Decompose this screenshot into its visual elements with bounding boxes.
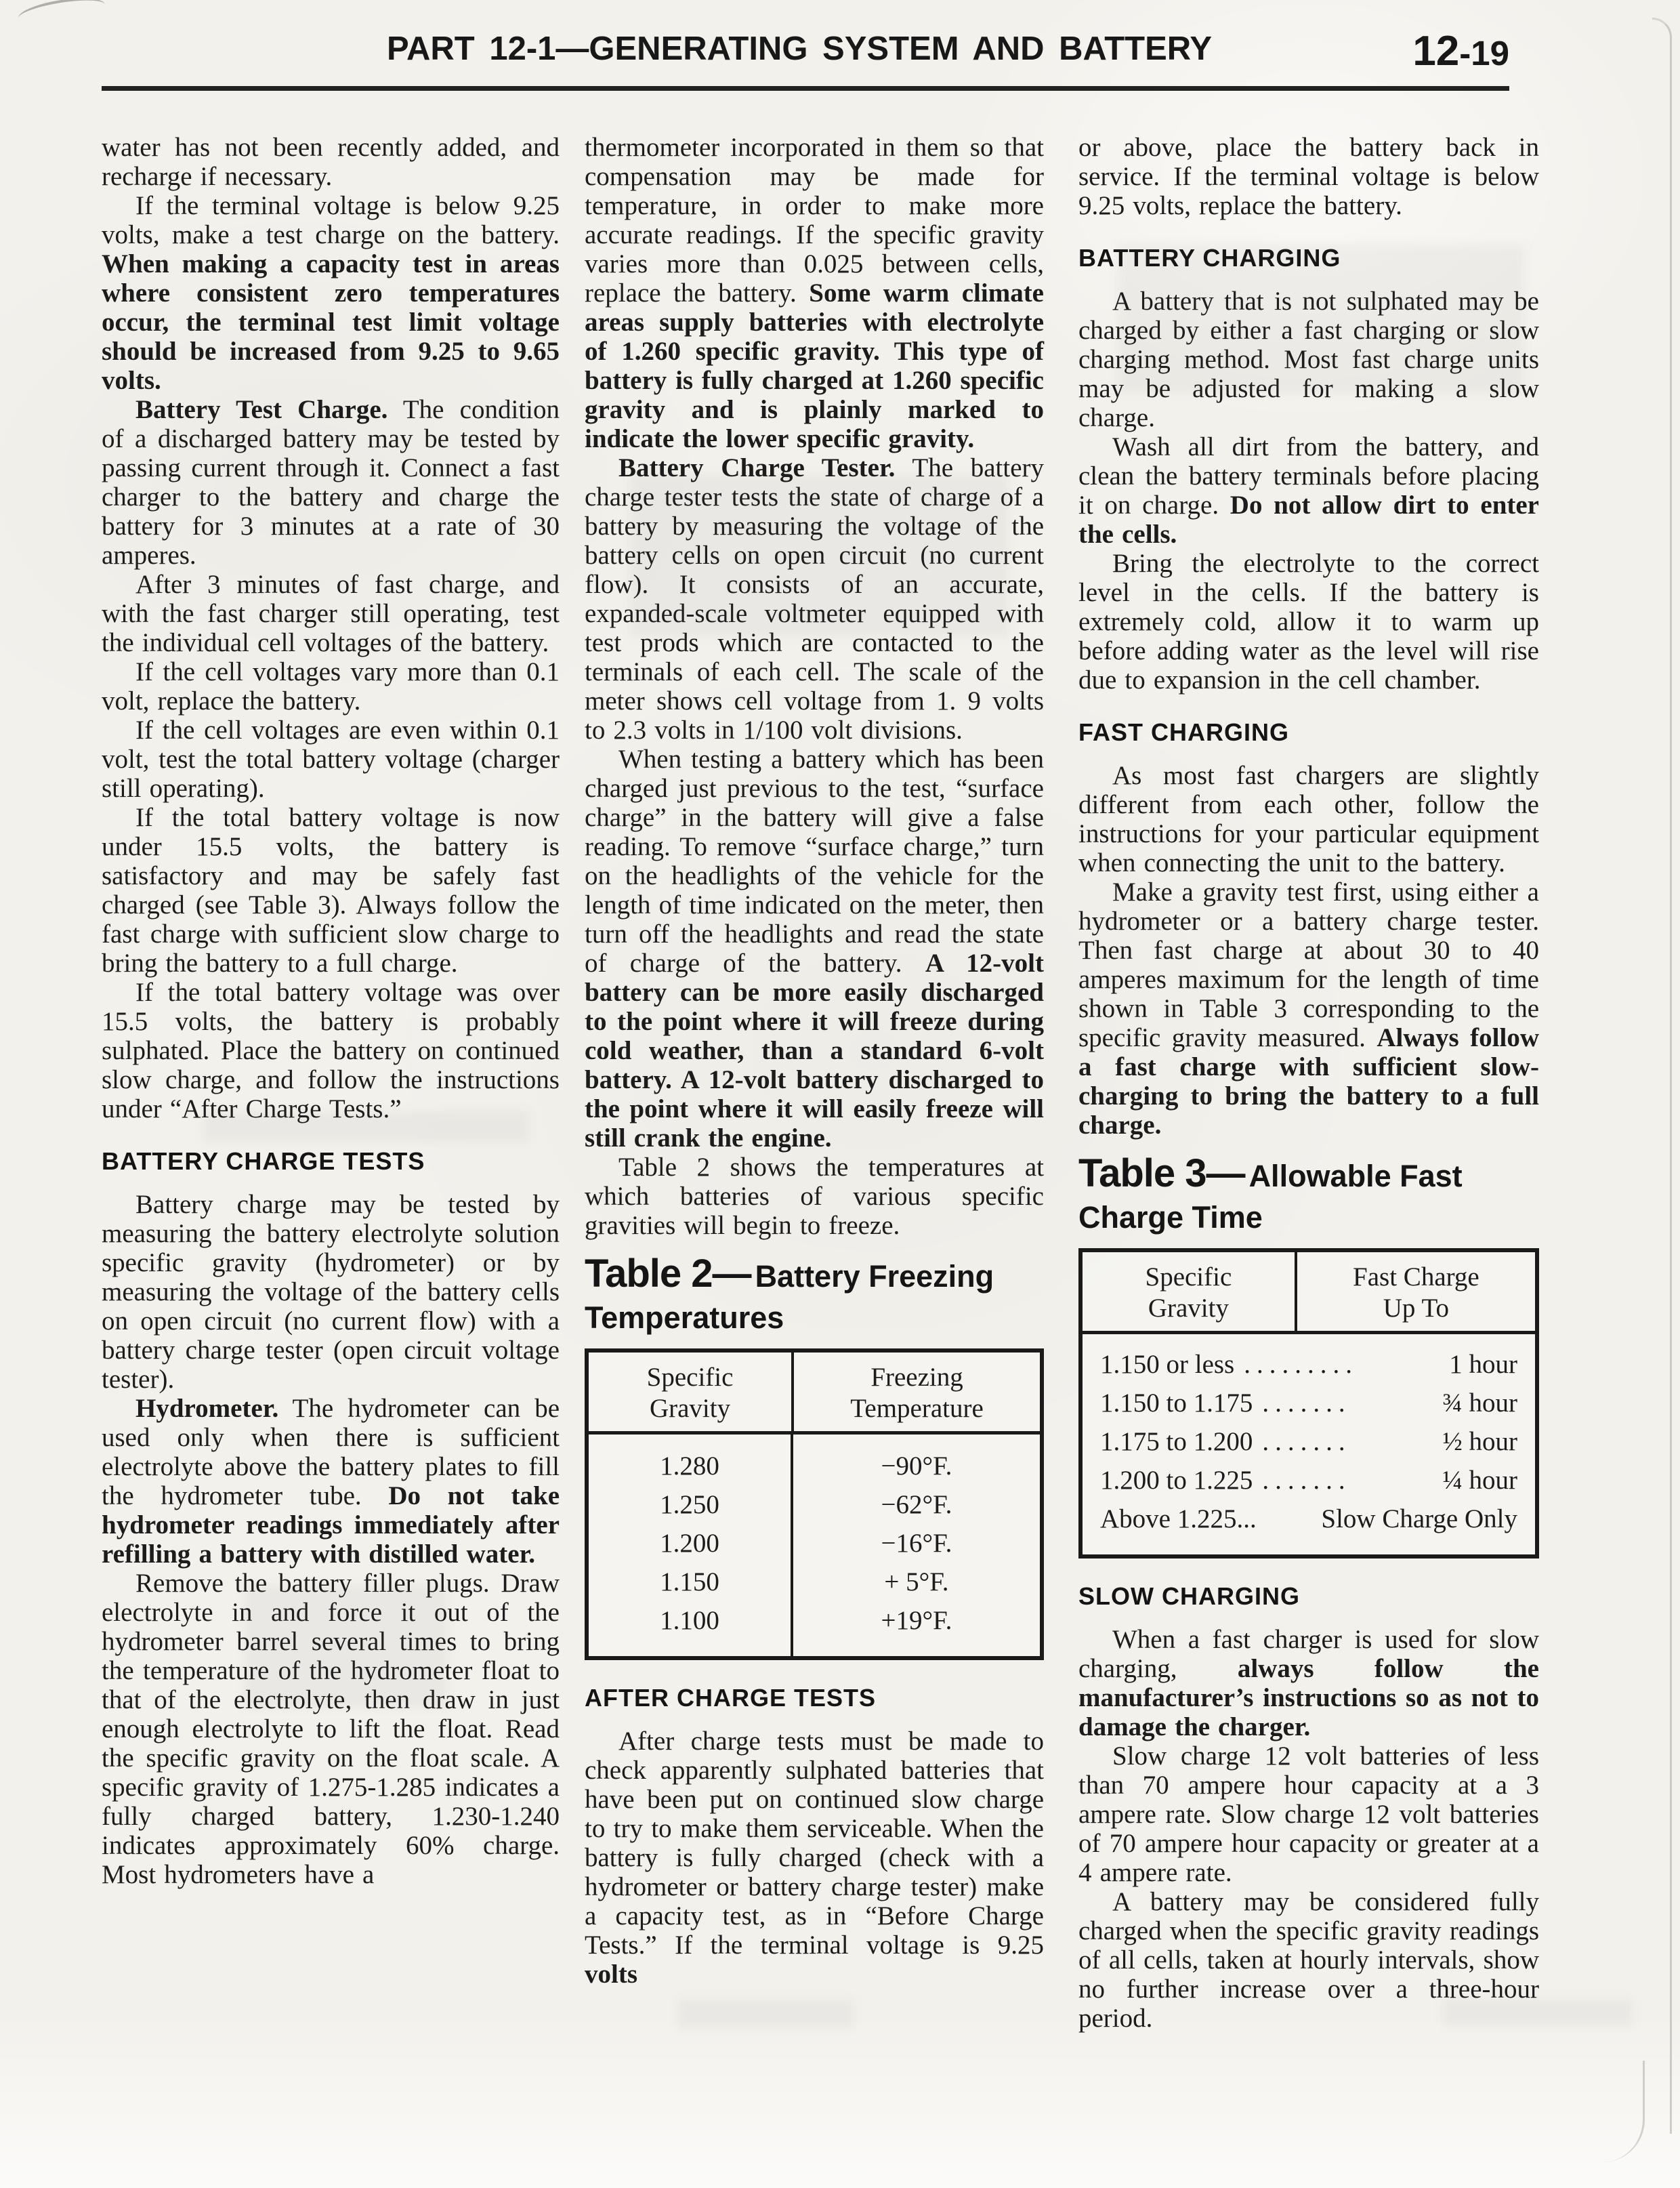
table-cell: 1.150 to 1.175 — [1100, 1388, 1253, 1418]
dot-leader: ....... — [1262, 1388, 1351, 1418]
table-header-cell — [791, 1353, 1040, 1431]
table-body — [589, 1434, 1040, 1656]
table-cell: ¾ hour — [1442, 1388, 1517, 1418]
table-cell: −16°F. — [881, 1529, 952, 1558]
text-segment: If the cell voltages are even within 0.1 volt, test the total battery voltage (charger still operating). — [102, 716, 560, 803]
paragraph — [1078, 133, 1539, 220]
paragraph — [102, 191, 560, 395]
section-heading: BATTERY CHARGING — [1078, 244, 1341, 272]
paragraph — [102, 1569, 560, 1889]
text-segment: When a fast charger is used for slow charging, — [1078, 1625, 1539, 1683]
bold-text-segment: Battery Test Charge. — [135, 395, 388, 424]
text-segment: As most fast chargers are slightly different from each other, follow the instructions for your particular equipment when connecting the unit to the battery. — [1078, 761, 1539, 878]
bold-text-segment: A 12-volt battery can be more easily discharged to the point where it will freeze during cold weather, than a standard 6-volt battery. A 12-volt battery discharged to the point where it will easily freeze will still crank the engine. — [585, 949, 1044, 1153]
text-segment: Bring the electrolyte to the correct level in the cells. If the battery is extremely cold, allow it to warm up before adding water as the level will rise due to expansion in the cell chamber. — [1078, 549, 1539, 695]
scan-smudge — [677, 1999, 854, 2029]
table-heading-text: Allowable Fast — [1248, 1159, 1463, 1193]
table-header-line: Fast Charge — [1353, 1262, 1479, 1292]
table-heading-text: Temperatures — [585, 1300, 784, 1335]
text-segment: If the terminal voltage is below 9.25 volts, make a test charge on the battery. — [102, 191, 560, 249]
dot-leader: ......... — [1244, 1350, 1358, 1379]
paragraph — [102, 1394, 560, 1569]
section-heading: SLOW CHARGING — [1078, 1582, 1300, 1610]
text-segment: Wash all dirt from the battery, and clean the battery terminals before placing it on charge. — [1078, 432, 1539, 520]
table-header-cell — [1083, 1252, 1295, 1331]
paragraph — [585, 745, 1044, 1153]
paragraph — [1078, 549, 1539, 695]
paragraph — [102, 716, 560, 803]
text-segment: Remove the battery filler plugs. Draw electrolyte in and force it out of the hydrometer barrel several times to bring the temperature of the hydrometer float to that of the electrolyte, then draw in just enough electrolyte to lift the float. Read the specific gravity on the float scale. A specific gravity of 1.275-1.285 indicates a fully charged battery, 1.230-1.240 indicates approximately 60% charge. Most hydrometers have a — [102, 1569, 560, 1889]
paragraph — [102, 1190, 560, 1394]
page-number — [1412, 27, 1509, 75]
table-header-row — [1083, 1252, 1535, 1334]
bold-text-segment: Do not allow dirt to enter the cells. — [1078, 491, 1539, 549]
text-segment: When testing a battery which has been charged just previous to the test, “surface charge” in the battery will give a false reading. To remove “surface charge,” turn on the headlights of the vehicle for the length of time indicated on the meter, then turn off the headlights and read the state of charge of the battery. — [585, 745, 1044, 978]
table-cell: 1.250 — [660, 1490, 719, 1519]
header-rule — [102, 86, 1509, 91]
page-edge-shadow — [1652, 18, 1672, 2134]
table-cell: 1.200 — [660, 1529, 719, 1558]
paragraph — [1078, 1887, 1539, 2033]
table-header-line: Gravity — [1148, 1294, 1229, 1323]
table-heading-line — [1078, 1151, 1539, 1195]
table-cell: 1.200 to 1.225 — [1100, 1466, 1253, 1495]
text-segment: Table 2 shows the temperatures at which batteries of various specific gravities will begin to freeze. — [585, 1153, 1044, 1240]
page-edge-shadow — [1602, 2061, 1645, 2162]
text-segment: If the total battery voltage was over 15.5 volts, the battery is probably sulphated. Place the battery on continued slow charge, and follow the instructions under “After Charge Tests.” — [102, 978, 560, 1123]
table-column — [589, 1434, 791, 1656]
table-header-line: Up To — [1383, 1294, 1450, 1323]
table-3 — [1078, 1248, 1539, 1559]
text-segment: Battery charge may be tested by measuring the battery electrolyte solution specific gravity (hydrometer) or by measuring the voltage of the battery cells on open circuit (no current flow) with a battery charge tester (open circuit voltage tester). — [102, 1190, 560, 1394]
table-header-cell — [1295, 1252, 1535, 1331]
page-number-part: 12 — [1412, 28, 1460, 75]
text-segment: or above, place the battery back in service. If the terminal voltage is below 9.25 volts, replace the battery. — [1078, 133, 1539, 220]
text-segment: The hydrometer can be used only when there is sufficient electrolyte above the battery plates to fill the hydrometer tube. — [102, 1394, 560, 1510]
table-header-line: Freezing — [870, 1363, 963, 1392]
paragraph — [1078, 878, 1539, 1140]
table-heading-line — [585, 1252, 1044, 1296]
table-column — [791, 1434, 1040, 1656]
bold-text-segment: Hydrometer. — [135, 1394, 279, 1423]
table-header-cell — [589, 1353, 791, 1431]
bold-text-segment: Some warm climate areas supply batteries with electrolyte of 1.260 specific gravity. This type of battery is fully charged at 1.260 specific gravity and is plainly marked to indicate the lower specific gravity. — [585, 278, 1044, 453]
paragraph — [1078, 1741, 1539, 1887]
paragraph — [585, 1727, 1044, 1989]
paragraph — [1078, 432, 1539, 549]
text-column-3 — [1078, 133, 1539, 2033]
dot-leader — [1257, 1500, 1322, 1538]
section-heading: AFTER CHARGE TESTS — [585, 1684, 877, 1712]
table-header-line: Gravity — [649, 1394, 731, 1423]
table-row — [1100, 1500, 1517, 1538]
table-cell: Above 1.225... — [1100, 1504, 1257, 1533]
text-segment: Make a gravity test first, using either a hydrometer or a battery charge tester. Then fast charge at about 30 to 40 amperes maximum for the length of time shown in Table 3 corresponding to the specific gravity measured. — [1078, 878, 1539, 1052]
bold-text-segment: Battery Charge Tester. — [618, 453, 896, 482]
paragraph — [102, 395, 560, 570]
paragraph — [1078, 1625, 1539, 1741]
text-column-1 — [102, 133, 560, 1889]
table-row — [1100, 1384, 1517, 1422]
text-segment: A battery that is not sulphated may be charged by either a fast charging or slow charging method. Most fast charge units may be adjusted for making a slow charge. — [1078, 287, 1539, 432]
bold-text-segment: volts — [585, 1960, 637, 1989]
dot-leader: ....... — [1262, 1466, 1351, 1495]
table-cell: 1 hour — [1449, 1350, 1517, 1379]
table-cell: + 5°F. — [884, 1567, 949, 1596]
table-row — [1100, 1461, 1517, 1500]
bold-text-segment: Always follow a fast charge with sufficient slow-charging to bring the battery to a full charge. — [1078, 1023, 1540, 1140]
table-cell: 1.280 — [660, 1451, 719, 1481]
page-number-part: -19 — [1459, 34, 1509, 73]
section-heading: FAST CHARGING — [1078, 718, 1290, 746]
bold-text-segment: When making a capacity test in areas where consistent zero temperatures occur, the terminal test limit voltage should be increased from 9.25 to 9.65 volts. — [102, 249, 560, 395]
table-cell: 1.150 or less — [1100, 1350, 1235, 1379]
dot-leader: ....... — [1262, 1427, 1351, 1456]
table-header-line: Temperature — [850, 1394, 984, 1423]
paragraph — [102, 657, 560, 716]
table-cell: 1.175 to 1.200 — [1100, 1427, 1253, 1456]
table-cell: 1.150 — [660, 1567, 719, 1596]
bold-text-segment: always follow the manufacturer’s instructions so as not to damage the charger. — [1078, 1654, 1539, 1741]
table-heading — [1078, 1151, 1539, 1235]
paragraph — [1078, 287, 1539, 432]
page-title: PART 12-1—GENERATING SYSTEM AND BATTERY — [386, 30, 1213, 67]
table-heading-number: Table 3— — [1078, 1151, 1245, 1195]
table-cell: ¼ hour — [1442, 1466, 1517, 1495]
table-cell: ½ hour — [1442, 1427, 1517, 1456]
paragraph — [585, 133, 1044, 453]
table-cell: −62°F. — [881, 1490, 952, 1519]
text-segment: If the total battery voltage is now under 15.5 volts, the battery is satisfactory and may be safely fast charged (see Table 3). Always follow the fast charge with sufficient slow charge to bring the battery to a full charge. — [102, 803, 560, 978]
scan-smudge — [16, 0, 107, 30]
paragraph — [1078, 761, 1539, 878]
table-header-line: Specific — [646, 1363, 734, 1392]
text-segment: thermometer incorporated in them so that compensation may be made for temperature, in order to make more accurate readings. If the specific gravity varies more than 0.025 between cells, replace the battery. — [585, 133, 1044, 308]
text-segment: Slow charge 12 volt batteries of less than 70 ampere hour capacity at a 3 ampere rate. Slow charge 12 volt batteries of 70 ampere hour capacity or greater at a 4 ampere rate. — [1078, 1741, 1539, 1887]
paragraph — [585, 1153, 1044, 1240]
table-header-row — [589, 1353, 1040, 1434]
paragraph — [102, 803, 560, 978]
table-2 — [585, 1348, 1044, 1660]
text-segment: A battery may be considered fully charged when the specific gravity readings of all cells, taken at hourly intervals, show no further increase over a three-hour period. — [1078, 1887, 1539, 2033]
table-body — [1083, 1334, 1535, 1554]
table-heading — [585, 1252, 1044, 1335]
paragraph — [585, 453, 1044, 745]
text-segment: water has not been recently added, and recharge if necessary. — [102, 133, 560, 191]
paragraph — [102, 570, 560, 657]
table-cell: Slow Charge Only — [1321, 1504, 1517, 1533]
text-segment: If the cell voltages vary more than 0.1 volt, replace the battery. — [102, 657, 560, 716]
paragraph — [102, 133, 560, 191]
text-segment: After charge tests must be made to check apparently sulphated batteries that have been put on continued slow charge to try to make them serviceable. When the battery is fully charged (check with a hydrometer or battery charge tester) make a capacity test, as in “Before Charge Tests.” If the terminal voltage is 9.25 — [585, 1727, 1044, 1960]
table-cell: −90°F. — [881, 1451, 952, 1481]
table-row — [1100, 1422, 1517, 1461]
table-cell: +19°F. — [881, 1606, 952, 1635]
table-cell: 1.100 — [660, 1606, 719, 1635]
section-heading: BATTERY CHARGE TESTS — [102, 1147, 425, 1175]
text-segment: The condition of a discharged battery may be tested by passing current through it. Connect a fast charger to the battery and charge the battery for 3 minutes at a rate of 30 amperes. — [102, 395, 560, 570]
table-heading-number: Table 2— — [585, 1252, 751, 1296]
text-segment: After 3 minutes of fast charge, and with the fast charger still operating, test the individual cell voltages of the battery. — [102, 570, 560, 657]
table-header-line: Specific — [1145, 1262, 1232, 1292]
table-heading-text: Battery Freezing — [755, 1259, 994, 1294]
bold-text-segment: Do not take hydrometer readings immediately after refilling a battery with distilled water. — [102, 1481, 560, 1569]
text-column-2 — [585, 133, 1044, 1989]
table-row — [1100, 1345, 1517, 1384]
paragraph — [102, 978, 560, 1123]
table-heading-text: Charge Time — [1078, 1200, 1263, 1235]
text-segment: The battery charge tester tests the state of charge of a battery by measuring the voltage of the battery cells on open circuit (no current flow). It consists of an accurate, expanded-scale voltmeter equipped with test prods which are contacted to the terminals of each cell. The scale of the meter shows cell voltage from 1. 9 volts to 2.3 volts in 1/100 volt divisions. — [585, 453, 1044, 745]
